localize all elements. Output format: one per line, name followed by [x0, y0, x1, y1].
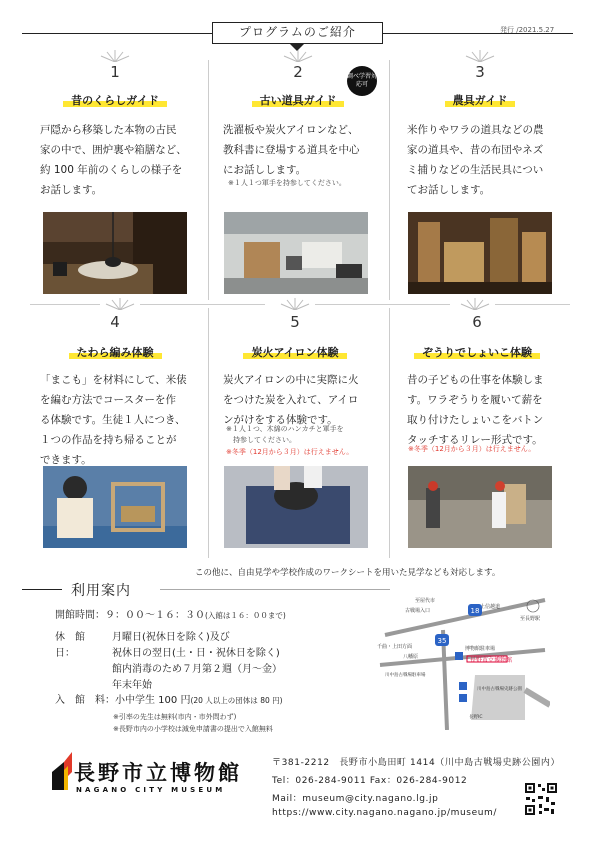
header-rule-left — [22, 33, 212, 34]
program-number: 4 — [110, 313, 120, 331]
hours-label: 開館時間： — [55, 610, 105, 621]
closed-days — [112, 630, 282, 694]
description-line: ンがけをする体験です。 — [223, 414, 338, 426]
program-title: 古い道具ガイド — [252, 94, 345, 107]
program-description — [40, 370, 202, 470]
fee-value: 小中学生 100 円 — [115, 695, 191, 706]
program-number: 5 — [290, 313, 300, 331]
program-title: 昔のくらしガイド — [63, 94, 167, 107]
program-note: ※１人１つ、木綿のハンカチと軍手を — [226, 425, 344, 433]
program-number: 2 — [293, 63, 303, 81]
description-line: 米作りやワラの道具などの農 — [407, 124, 544, 136]
access-map — [375, 590, 550, 730]
program-title-wrap — [25, 341, 205, 360]
description-line: 昔の子どもの仕事を体験しま — [407, 374, 544, 386]
museum-logo-icon — [50, 752, 72, 790]
program-title-wrap — [387, 341, 567, 360]
description-line: ミ捕りなどの生活民具につい — [407, 164, 544, 176]
divider — [495, 304, 570, 305]
address: 〒381-2212 長野市小島田町 1414（川中島古戦場史跡公園内） — [272, 758, 561, 768]
program-number: 6 — [472, 313, 482, 331]
description-line: タッチするリレー形式です。 — [407, 434, 543, 446]
description-line: にお話しします。 — [223, 164, 307, 176]
divider — [315, 304, 450, 305]
description-line: １つの作品を持ち帰ることが — [40, 434, 177, 446]
page-title: プログラムのご紹介 — [212, 22, 383, 44]
program-description — [40, 120, 202, 200]
museum-name: 長野市立博物館 — [74, 761, 242, 785]
description-line: 約 100 年前のくらしの様子を — [40, 164, 183, 176]
sunburst-icon — [455, 296, 495, 310]
program-title-wrap — [25, 89, 205, 108]
phone-fax: Tel：026-284-9011 Fax：026-284-9012 — [272, 776, 468, 786]
closed-line: 年末年始 — [112, 680, 152, 691]
fee-note-line: ※引率の先生は無料(市内・市外問わず) — [113, 713, 237, 721]
charcoal-iron-photo — [224, 466, 368, 548]
email-link[interactable]: Mail：museum@city.nagano.lg.jp — [272, 794, 439, 804]
program-description — [223, 370, 385, 430]
closed-label: 休 館 日： — [55, 632, 95, 659]
map-route-sub: 35 — [437, 637, 447, 645]
qr-code-icon[interactable] — [524, 782, 558, 816]
program-description — [407, 370, 569, 450]
description-line: 家の道具や、昔の布団やネズ — [407, 144, 544, 156]
fee-note: (20 人以上の団体は 80 円) — [190, 696, 283, 705]
map-route-main: 18 — [470, 607, 480, 615]
map-label: 川中島古戦場駐車場 — [385, 673, 426, 678]
website-link[interactable]: https://www.city.nagano.nagano.jp/museum/ — [272, 808, 498, 818]
map-label: 至屋代市 — [415, 598, 436, 604]
map-label: 上信越道 — [480, 604, 501, 610]
program-number: 3 — [475, 63, 485, 81]
description-line: 戸隠から移築した本物の古民 — [40, 124, 177, 136]
museum-name-en: NAGANO CITY MUSEUM — [76, 786, 226, 794]
fee-label: 入 館 料： — [55, 695, 115, 706]
map-label: 川中島古戦場史跡公園 — [477, 687, 522, 692]
info-title: 利用案内 — [71, 583, 131, 599]
description-line: を編む方法でコースターを作 — [40, 394, 176, 406]
irori-hearth-photo — [43, 212, 187, 294]
closed-line: 月曜日(祝休日を除く)及び — [112, 632, 230, 643]
description-line: てお話しします。 — [407, 184, 491, 196]
map-label: 千曲・上田方面 — [377, 644, 413, 650]
program-note: 持参してください。 — [226, 436, 296, 444]
fee-notes — [113, 711, 273, 735]
map-label: 長野IC — [469, 715, 483, 720]
sunburst-icon — [100, 296, 140, 310]
hours-value: ９：００～１６：３０ — [105, 610, 205, 621]
tawara-weaving-photo — [43, 466, 187, 548]
description-line: 取り付けたしょいこをバトン — [407, 414, 544, 426]
program-description — [223, 120, 385, 180]
description-line: をつけた炭を入れて、アイロ — [223, 394, 359, 406]
sunburst-icon — [460, 48, 500, 62]
farm-tools-photo — [408, 212, 552, 294]
info-rule — [22, 589, 62, 590]
description-line: す。ワラぞうりを履いて薪を — [407, 394, 543, 406]
winter-warning: ※冬季（12月から３月）は行えません。 — [226, 448, 354, 456]
program-notes — [226, 424, 353, 458]
hours-note: (入館は１６：００まで) — [205, 611, 286, 620]
admission-fee — [55, 693, 283, 709]
old-tools-photo — [224, 212, 368, 294]
map-label: 至長野駅 — [520, 616, 541, 622]
closed-line: 館内消毒のため７月第２週（月～金） — [112, 664, 282, 675]
description-line: 「まこも」を材料にして、米俵 — [40, 374, 187, 386]
program-title-wrap — [390, 89, 570, 108]
description-line: 炭火アイロンの中に実際に火 — [223, 374, 359, 386]
divider — [140, 304, 265, 305]
description-line: 家の中で、囲炉裏や箱膳など、 — [40, 144, 187, 156]
map-label: 博物館駐車場 — [465, 646, 496, 652]
research-badge: 調べ学習対応可 — [347, 66, 377, 96]
map-label: 長野市立博物館 — [470, 657, 513, 664]
info-rule — [160, 589, 390, 590]
program-note: ※１人１つ軍手を持参してください。 — [228, 179, 346, 187]
map-label: 古戦場入口 — [405, 608, 431, 614]
map-label: 八幡原 — [403, 654, 419, 660]
program-description — [407, 120, 569, 200]
program-title: たわら編み体験 — [69, 346, 162, 359]
description-line: る体験です。生徒１人につき、 — [40, 414, 186, 426]
program-title: ぞうりでしょいこ体験 — [414, 346, 540, 359]
sunburst-icon — [275, 296, 315, 310]
issue-date: 発行 /2021.5.27 — [500, 26, 555, 34]
closed-line: 祝休日の翌日(土・日・祝休日を除く) — [112, 648, 280, 659]
shoiko-relay-photo — [408, 466, 552, 548]
opening-hours — [55, 608, 286, 624]
program-number: 1 — [110, 63, 120, 81]
sunburst-icon — [95, 48, 135, 62]
program-title-wrap — [205, 341, 385, 360]
divider — [30, 304, 100, 305]
program-title: 炭火アイロン体験 — [243, 346, 346, 359]
description-line: お話します。 — [40, 184, 103, 196]
winter-warning: ※冬季（12月から３月）は行えません。 — [408, 445, 536, 453]
fee-note-line: ※長野市内の小学校は減免申請書の提出で入館無料 — [113, 725, 273, 733]
description-line: 洗濯板や炭火アイロンなど、 — [223, 124, 359, 136]
program-title: 農具ガイド — [445, 94, 516, 107]
sunburst-icon — [278, 48, 318, 62]
other-visit-note: この他に、自由見学や学校作成のワークシートを用いた見学なども対応します。 — [195, 568, 501, 578]
description-line: できます。 — [40, 454, 92, 466]
description-line: 教科書に登場する道具を中心 — [223, 144, 360, 156]
